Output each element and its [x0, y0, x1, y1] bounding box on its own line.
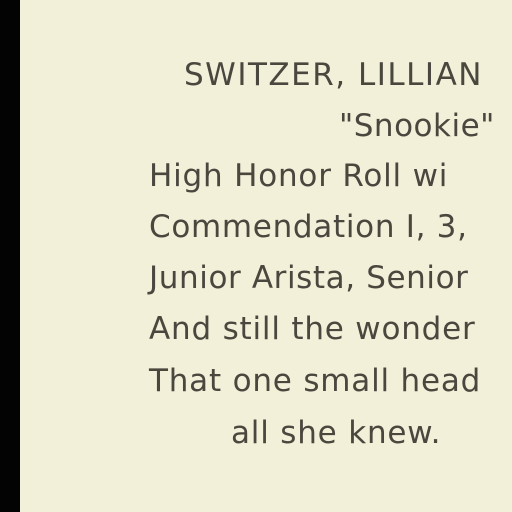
dark-left-margin [0, 0, 20, 512]
text-line-all-she-knew: all she knew. [231, 415, 442, 451]
student-name: SWITZER, LILLIAN [184, 57, 483, 93]
student-nickname: "Snookie" [339, 108, 495, 144]
text-line-commendation: Commendation I, 3, [149, 209, 468, 245]
text-line-high-honor-roll: High Honor Roll wi [149, 158, 449, 194]
text-line-wonder: And still the wonder [149, 311, 476, 347]
text-line-junior-arista: Junior Arista, Senior [149, 260, 469, 296]
text-line-small-head: That one small head [149, 363, 482, 399]
